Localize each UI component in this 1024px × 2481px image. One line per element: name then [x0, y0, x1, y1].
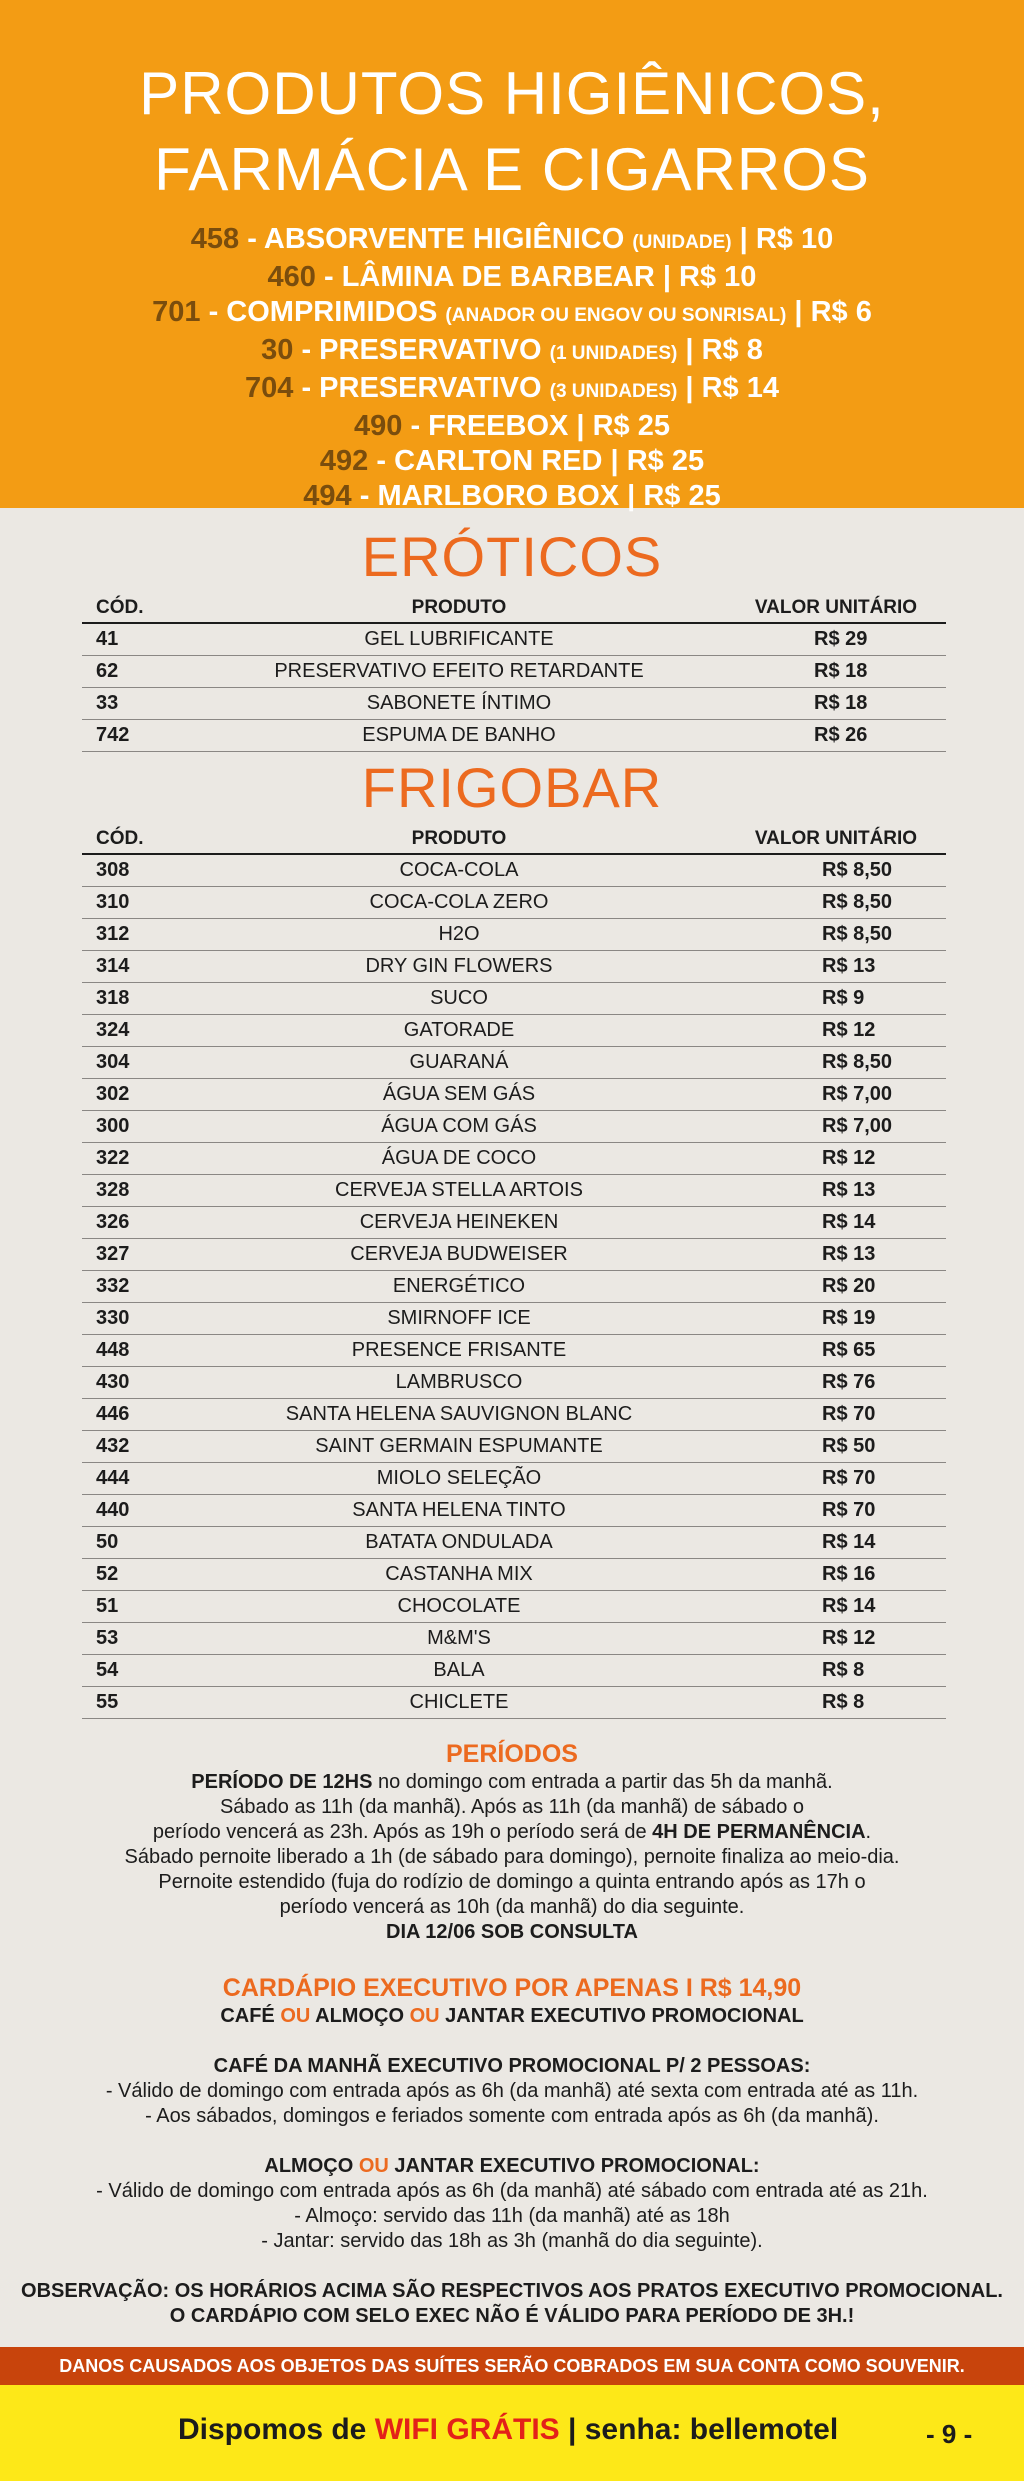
cell-price: R$ 29 [814, 628, 868, 650]
header-title [0, 0, 1024, 208]
table-row [82, 1303, 946, 1335]
product-name: LÂMINA DE BARBEAR [341, 261, 655, 293]
periodos-line7: DIA 12/06 SOB CONSULTA [386, 1921, 638, 1943]
cell-product: SANTA HELENA TINTO [352, 1499, 566, 1521]
cell-price: R$ 16 [822, 1563, 876, 1585]
cell-code: 324 [96, 1019, 130, 1041]
cell-product: CASTANHA MIX [385, 1563, 533, 1585]
observacao-line1: OBSERVAÇÃO: OS HORÁRIOS ACIMA SÃO RESPECTIVOS AOS PRATOS EXECUTIVO PROMOCIONAL. [21, 2280, 1003, 2302]
cell-price: R$ 8 [822, 1691, 865, 1713]
cell-product: ÁGUA COM GÁS [381, 1115, 537, 1137]
product-price: R$ 10 [679, 261, 757, 293]
cell-price: R$ 18 [814, 660, 868, 682]
table-row [82, 1399, 946, 1431]
cell-price: R$ 70 [822, 1403, 876, 1425]
header-product-item: 494 - MARLBORO BOX | R$ 25 [303, 480, 721, 512]
cell-price: R$ 8,50 [822, 891, 893, 913]
cell-price: R$ 13 [822, 1243, 876, 1265]
product-code: 460 [267, 261, 316, 293]
cell-price: R$ 13 [822, 1179, 876, 1201]
cell-price: R$ 12 [822, 1627, 876, 1649]
product-name: ABSORVENTE HIGIÊNICO [263, 223, 625, 255]
product-name: COMPRIMIDOS [226, 296, 438, 328]
product-code: 492 [319, 445, 369, 477]
cell-product: LAMBRUSCO [395, 1371, 523, 1393]
cell-product: ÁGUA SEM GÁS [382, 1083, 536, 1105]
header-product-item: 460 - LÂMINA DE BARBEAR | R$ 10 [267, 261, 757, 293]
product-name: MARLBORO BOX [377, 480, 620, 512]
cell-code: 54 [96, 1659, 119, 1681]
cell-code: 62 [96, 660, 119, 682]
cell-code: 55 [96, 1691, 119, 1713]
periodos-line5: Pernoite estendido (fuja do rodízio de domingo a quinta entrando após as 17h o [158, 1871, 866, 1893]
cell-price: R$ 8 [822, 1659, 865, 1681]
cafe-line1: - Válido de domingo com entrada após as 6h (da manhã) até sexta com entrada até as 11h. [105, 2080, 919, 2102]
table-header [82, 825, 946, 855]
cell-code: 53 [96, 1627, 119, 1649]
cell-product: GATORADE [403, 1019, 515, 1041]
cell-price: R$ 19 [822, 1307, 876, 1329]
cell-code: 314 [96, 955, 130, 977]
product-price: R$ 6 [810, 296, 872, 328]
cell-product: DRY GIN FLOWERS [365, 955, 553, 977]
cell-product: M&M'S [427, 1627, 491, 1649]
cell-code: 430 [96, 1371, 130, 1393]
cell-product: CERVEJA HEINEKEN [359, 1211, 559, 1233]
header-product-item: 704 - PRESERVATIVO (3 UNIDADES) | R$ 14 [245, 372, 779, 404]
cell-price: R$ 70 [822, 1467, 876, 1489]
cell-product: SMIRNOFF ICE [387, 1307, 531, 1329]
cell-code: 446 [96, 1403, 130, 1425]
product-note: (ANADOR OU ENGOV OU SONRISAL) [445, 305, 787, 326]
cell-product: CHICLETE [409, 1691, 509, 1713]
product-code: 490 [354, 410, 403, 442]
header-product-item: 458 - ABSORVENTE HIGIÊNICO (UNIDADE) | R$ 10 [190, 223, 834, 255]
cell-code: 312 [96, 923, 130, 945]
table-row [82, 720, 946, 752]
table-row [82, 656, 946, 688]
cell-price: R$ 8,50 [822, 1051, 893, 1073]
col-price-header: VALOR UNITÁRIO [754, 597, 918, 618]
header-product-item: 490 - FREEBOX | R$ 25 [354, 410, 670, 442]
cell-code: 327 [96, 1243, 130, 1265]
cell-price: R$ 70 [822, 1499, 876, 1521]
wifi-info: Dispomos de WIFI GRÁTIS | senha: bellemotel [178, 2413, 839, 2446]
header-title-line2: FARMÁCIA E CIGARROS [154, 136, 870, 203]
eroticos-table [82, 594, 946, 752]
product-code: 704 [245, 372, 294, 404]
cell-product: SABONETE ÍNTIMO [366, 692, 552, 714]
cardapio-section [0, 1972, 1024, 2329]
table-row [82, 951, 946, 983]
periodos-line3: período vencerá as 23h. Após as 19h o período será de 4H DE PERMANÊNCIA. [152, 1821, 872, 1843]
table-row [82, 1591, 946, 1623]
cell-code: 332 [96, 1275, 130, 1297]
periodos-line2: Sábado as 11h (da manhã). Após as 11h (da manhã) de sábado o [219, 1796, 805, 1818]
col-product-header: PRODUTO [411, 828, 507, 849]
product-note: (1 UNIDADES) [549, 343, 678, 364]
table-row [82, 1527, 946, 1559]
table-row [82, 1687, 946, 1719]
cell-code: 326 [96, 1211, 130, 1233]
cell-price: R$ 13 [822, 955, 876, 977]
frigobar-table [82, 825, 946, 1719]
col-price-header: VALOR UNITÁRIO [754, 828, 918, 849]
col-code-header: CÓD. [96, 597, 144, 618]
cell-product: BATATA ONDULADA [365, 1531, 553, 1553]
cell-product: SANTA HELENA SAUVIGNON BLANC [285, 1403, 633, 1425]
table-row [82, 1079, 946, 1111]
product-price: R$ 8 [701, 334, 763, 366]
frigobar-title: FRIGOBAR [361, 756, 663, 819]
cell-code: 448 [96, 1339, 130, 1361]
cell-product: COCA-COLA ZERO [369, 891, 549, 913]
header-title-line1: PRODUTOS HIGIÊNICOS, [139, 60, 885, 127]
table-row [82, 887, 946, 919]
product-name: PRESERVATIVO [319, 334, 542, 366]
product-price: R$ 25 [626, 445, 705, 477]
periodos-title: PERÍODOS [446, 1740, 578, 1768]
wifi-bar [0, 2385, 1024, 2481]
cell-code: 51 [96, 1595, 119, 1617]
header-product-item: 492 - CARLTON RED | R$ 25 [319, 445, 705, 477]
cell-code: 444 [96, 1467, 130, 1489]
cell-code: 33 [96, 692, 119, 714]
cell-price: R$ 50 [822, 1435, 876, 1457]
table-row [82, 1367, 946, 1399]
almoco-line3: - Jantar: servido das 18h as 3h (manhã do dia seguinte). [261, 2230, 763, 2252]
header-banner [0, 0, 1024, 512]
cell-price: R$ 18 [814, 692, 868, 714]
cell-price: R$ 12 [822, 1019, 876, 1041]
periodos-line1: PERÍODO DE 12HS no domingo com entrada a partir das 5h da manhã. [191, 1771, 833, 1793]
table-row [82, 983, 946, 1015]
cell-product: CHOCOLATE [397, 1595, 521, 1617]
cell-price: R$ 9 [822, 987, 865, 1009]
header-product-item: 30 - PRESERVATIVO (1 UNIDADES) | R$ 8 [261, 334, 763, 366]
product-code: 30 [261, 334, 294, 366]
cell-product: PRESERVATIVO EFEITO RETARDANTE [274, 660, 644, 682]
cell-code: 300 [96, 1115, 130, 1137]
table-header [82, 594, 946, 624]
cell-product: PRESENCE FRISANTE [351, 1339, 567, 1361]
table-row [82, 1559, 946, 1591]
cell-price: R$ 8,50 [822, 859, 893, 881]
cell-product: ÁGUA DE COCO [381, 1147, 537, 1169]
product-name: CARLTON RED [394, 445, 603, 477]
table-row [82, 1111, 946, 1143]
cell-product: BALA [433, 1659, 485, 1681]
table-row [82, 855, 946, 887]
cell-price: R$ 26 [814, 724, 868, 746]
cell-product: MIOLO SELEÇÃO [376, 1467, 542, 1489]
cell-code: 440 [96, 1499, 130, 1521]
page-number: - 9 - [926, 2419, 973, 2449]
table-row [82, 1623, 946, 1655]
cell-price: R$ 7,00 [822, 1115, 893, 1137]
cell-product: H2O [438, 923, 480, 945]
table-row [82, 688, 946, 720]
header-product-item: 701 - COMPRIMIDOS (ANADOR OU ENGOV OU SONRISAL) | R$ 6 [152, 296, 872, 328]
cell-price: R$ 8,50 [822, 923, 893, 945]
table-row [82, 1463, 946, 1495]
cell-price: R$ 65 [822, 1339, 876, 1361]
cell-price: R$ 20 [822, 1275, 876, 1297]
cell-price: R$ 14 [822, 1595, 876, 1617]
eroticos-title: ERÓTICOS [361, 525, 663, 588]
cafe-title: CAFÉ DA MANHÃ EXECUTIVO PROMOCIONAL P/ 2 PESSOAS: [213, 2055, 811, 2077]
cell-code: 328 [96, 1179, 130, 1201]
cell-price: R$ 14 [822, 1531, 876, 1553]
product-price: R$ 10 [755, 223, 834, 255]
table-row [82, 1271, 946, 1303]
table-row [82, 1175, 946, 1207]
cell-product: ESPUMA DE BANHO [362, 724, 556, 746]
table-row [82, 1143, 946, 1175]
cell-code: 310 [96, 891, 130, 913]
almoco-line2: - Almoço: servido das 11h (da manhã) até as 18h [294, 2205, 730, 2227]
cell-code: 302 [96, 1083, 130, 1105]
periodos-line6: período vencerá as 10h (da manhã) do dia seguinte. [279, 1896, 745, 1918]
cell-product: GEL LUBRIFICANTE [364, 628, 554, 650]
table-row [82, 1655, 946, 1687]
cafe-line2: - Aos sábados, domingos e feriados somente com entrada após as 6h (da manhã). [145, 2105, 879, 2127]
periodos-section [0, 1738, 1024, 1945]
cell-code: 330 [96, 1307, 130, 1329]
table-row [82, 1207, 946, 1239]
product-price: R$ 14 [701, 372, 779, 404]
product-note: (3 UNIDADES) [549, 381, 678, 402]
table-row [82, 1495, 946, 1527]
cell-code: 50 [96, 1531, 119, 1553]
table-row [82, 919, 946, 951]
cell-code: 52 [96, 1563, 119, 1585]
cell-code: 322 [96, 1147, 130, 1169]
cell-code: 304 [96, 1051, 130, 1073]
cell-code: 41 [96, 628, 119, 650]
cell-product: CERVEJA BUDWEISER [350, 1243, 568, 1265]
almoco-line1: - Válido de domingo com entrada após as 6h (da manhã) até sábado com entrada até as 21h. [96, 2180, 928, 2202]
cell-product: SUCO [430, 987, 488, 1009]
product-code: 458 [190, 223, 240, 255]
almoco-title: ALMOÇO OU JANTAR EXECUTIVO PROMOCIONAL: [264, 2155, 760, 2177]
table-row [82, 1431, 946, 1463]
product-price: R$ 25 [592, 410, 670, 442]
periodos-line4: Sábado pernoite liberado a 1h (de sábado para domingo), pernoite finaliza ao meio-dia. [124, 1846, 900, 1868]
table-row [82, 1335, 946, 1367]
table-row [82, 624, 946, 656]
cell-price: R$ 14 [822, 1211, 876, 1233]
cell-code: 742 [96, 724, 130, 746]
product-code: 494 [303, 480, 352, 512]
cell-code: 308 [96, 859, 130, 881]
cell-product: SAINT GERMAIN ESPUMANTE [315, 1435, 603, 1457]
cell-code: 318 [96, 987, 130, 1009]
col-product-header: PRODUTO [411, 597, 507, 618]
observacao-line2: O CARDÁPIO COM SELO EXEC NÃO É VÁLIDO PARA PERÍODO DE 3H.! [169, 2305, 855, 2327]
cell-price: R$ 12 [822, 1147, 876, 1169]
product-code: 701 [152, 296, 201, 328]
cardapio-subtitle: CAFÉ OU ALMOÇO OU JANTAR EXECUTIVO PROMOCIONAL [220, 2005, 804, 2027]
cardapio-title: CARDÁPIO EXECUTIVO POR APENAS I R$ 14,90 [222, 1974, 802, 2002]
product-name: FREEBOX [428, 410, 569, 442]
table-row [82, 1239, 946, 1271]
product-name: PRESERVATIVO [319, 372, 542, 404]
table-row [82, 1047, 946, 1079]
product-note: (UNIDADE) [632, 232, 732, 253]
product-price: R$ 25 [643, 480, 721, 512]
cell-price: R$ 7,00 [822, 1083, 893, 1105]
cell-product: ENERGÉTICO [392, 1275, 526, 1297]
cell-price: R$ 76 [822, 1371, 876, 1393]
damage-notice-bar: DANOS CAUSADOS AOS OBJETOS DAS SUÍTES SERÃO COBRADOS EM SUA CONTA COMO SOUVENIR. [0, 2347, 1024, 2385]
header-product-list [0, 222, 1024, 514]
cell-product: CERVEJA STELLA ARTOIS [335, 1179, 583, 1201]
col-code-header: CÓD. [96, 828, 144, 849]
cell-product: GUARANÁ [409, 1051, 509, 1073]
cell-code: 432 [96, 1435, 130, 1457]
cell-product: COCA-COLA [399, 859, 519, 881]
table-row [82, 1015, 946, 1047]
